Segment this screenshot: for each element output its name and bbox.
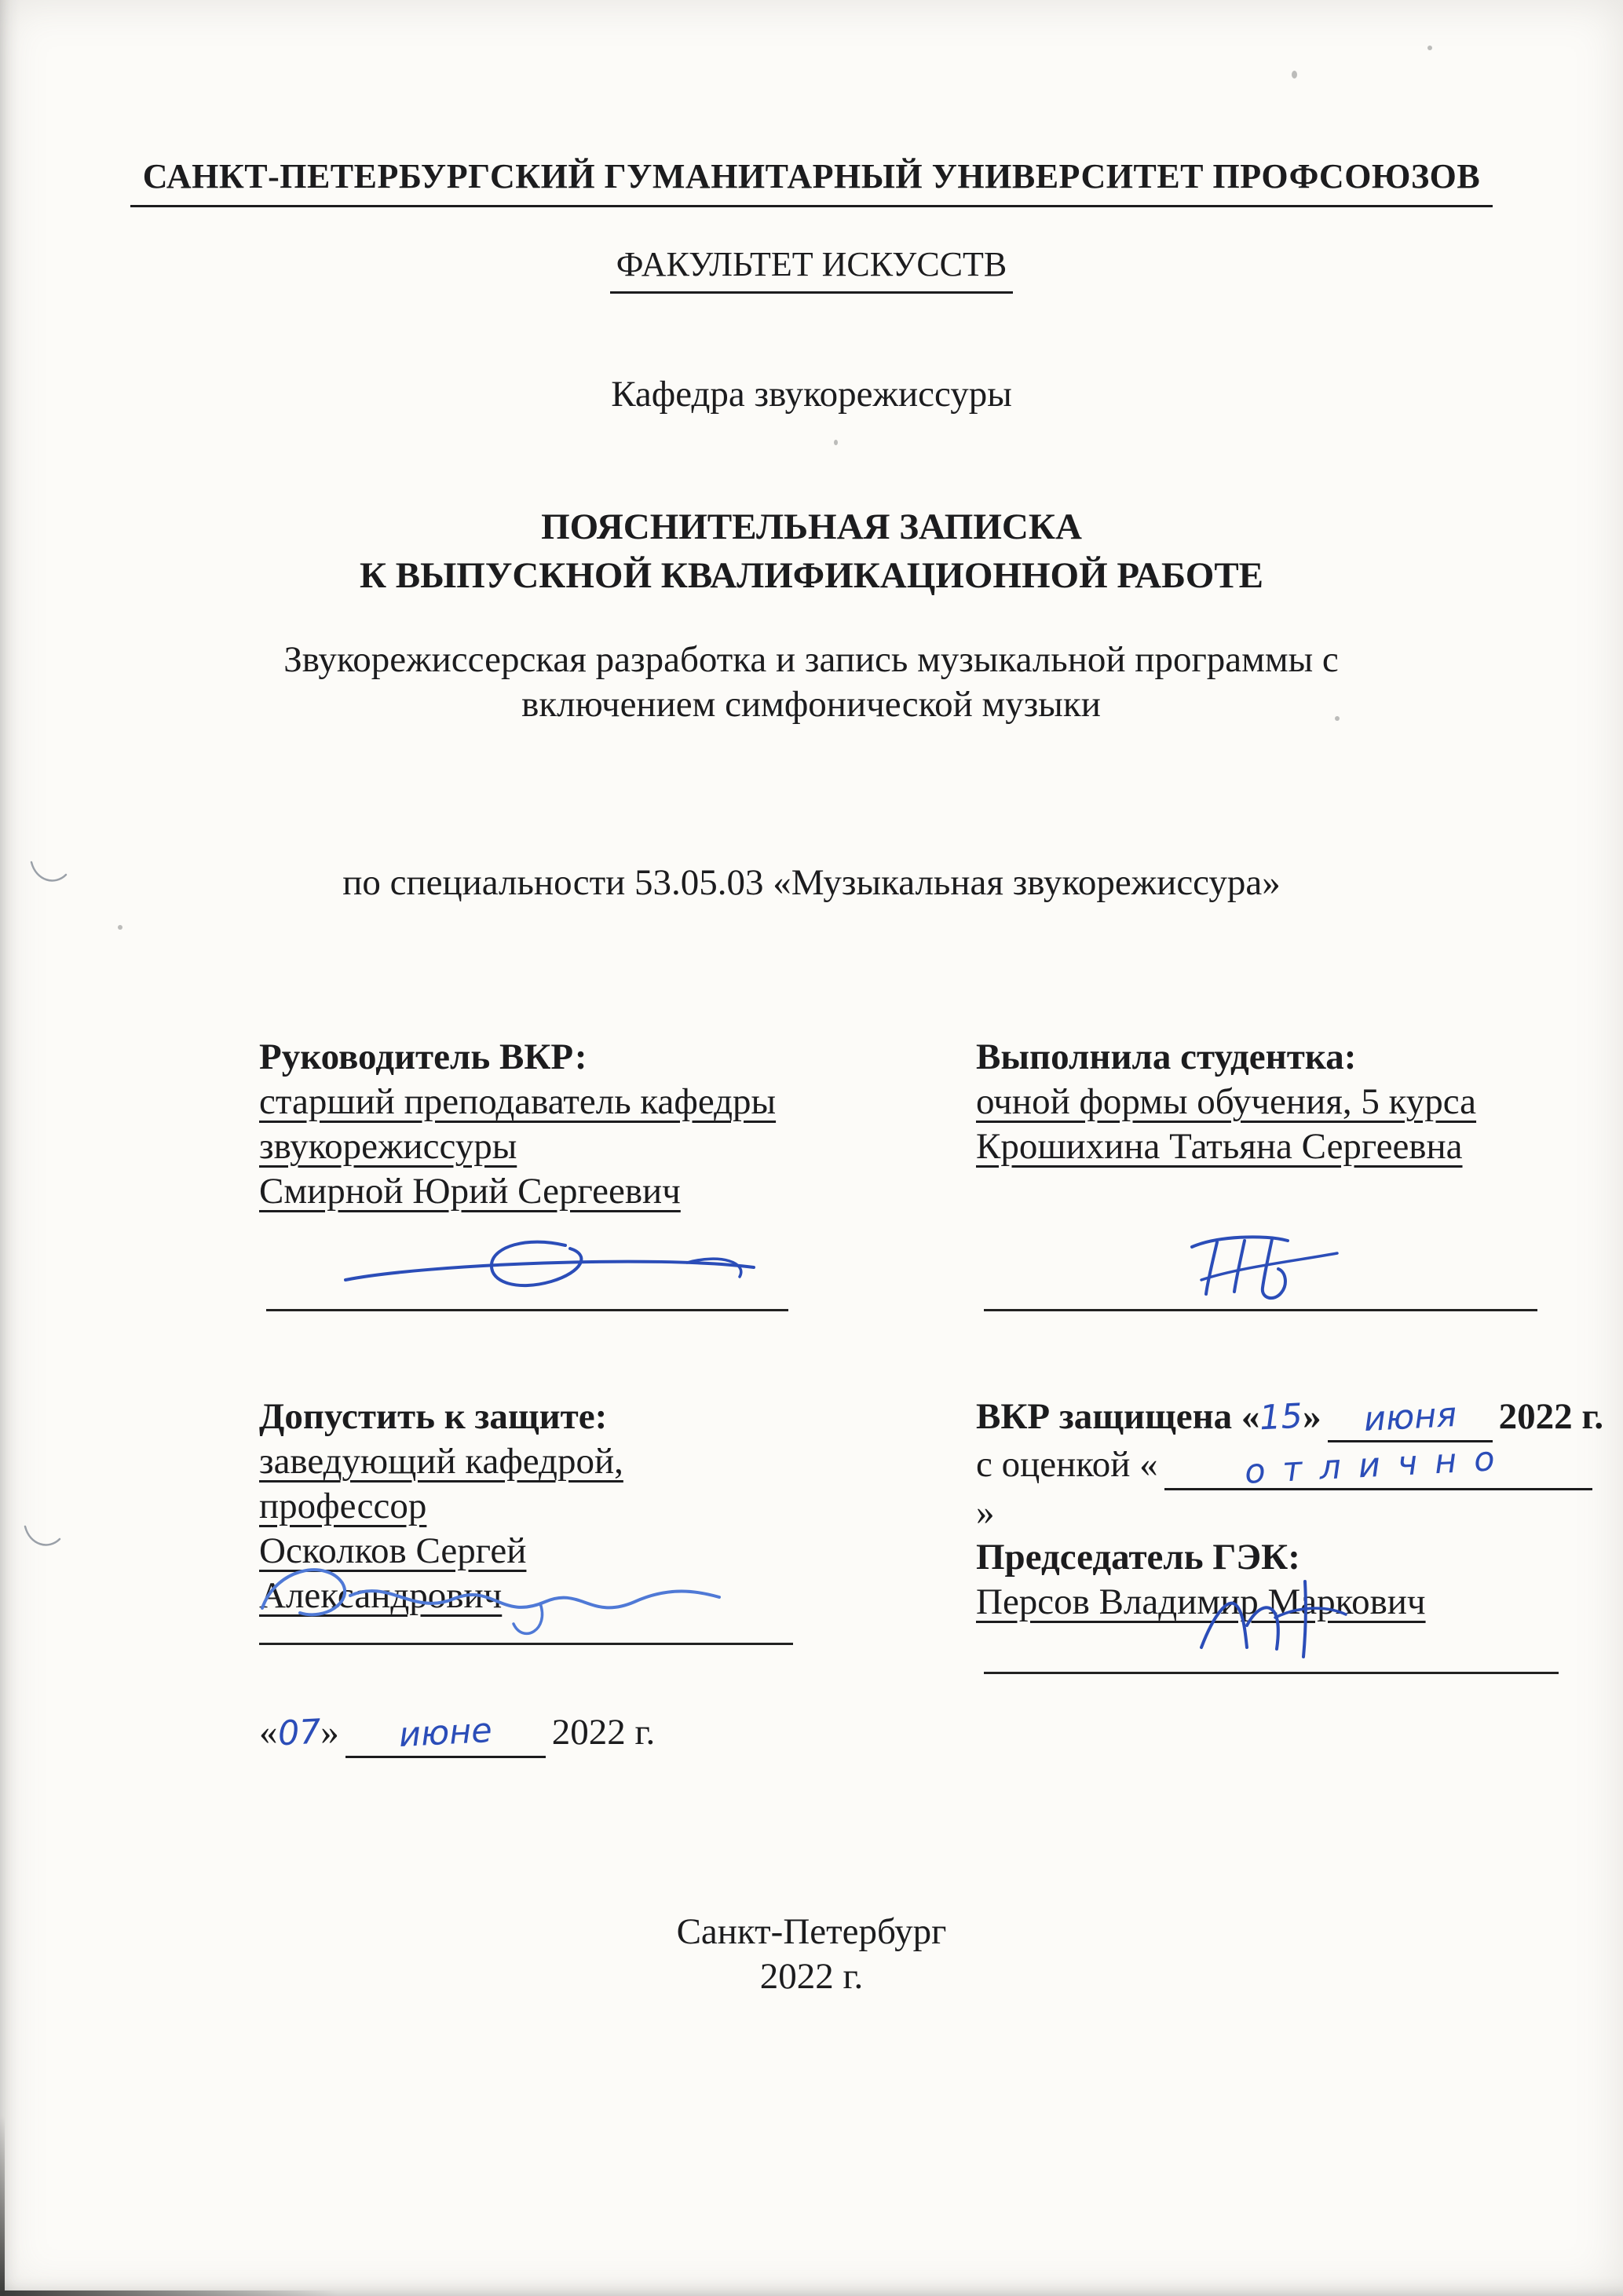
chairman-label: Председатель ГЭК: [976,1537,1300,1578]
scan-artifact-curve [28,857,71,890]
scan-speck [118,925,122,930]
chairman-name: Персов Владимир Маркович [976,1581,1426,1622]
supervisor-position: старший преподаватель кафедры звукорежиссуры [259,1081,777,1167]
scan-speck [1292,71,1297,79]
admission-label: Допустить к защите: [259,1396,608,1437]
scan-speck [1335,716,1340,721]
grade-suffix: » [976,1492,995,1533]
student-label: Выполнила студентка: [976,1036,1357,1077]
defense-year: 2022 г. [1498,1396,1604,1437]
grade-prefix: с оценкой « [976,1444,1158,1485]
student-name: Крошихина Татьяна Сергеевна [976,1126,1463,1167]
admission-name: Осколков Сергей Александрович [259,1530,527,1616]
supervisor-label: Руководитель ВКР: [259,1036,587,1077]
specialty-line: по специальности 53.05.03 «Музыкальная звукорежиссура» [342,862,1281,903]
student-block [976,1035,1573,1169]
university-name: САНКТ-ПЕТЕРБУРГСКИЙ ГУМАНИТАРНЫЙ УНИВЕРСИТЕТ ПРОФСОЮЗОВ [130,154,1493,207]
date-day-handwritten: 07 [276,1712,322,1754]
supervisor-name: Смирной Юрий Сергеевич [259,1171,681,1212]
defense-quote-close: » [1303,1396,1321,1437]
scan-speck [1427,46,1432,50]
date-month-handwritten: июне [397,1710,493,1756]
defense-day-handwritten: 15 [1259,1396,1304,1439]
chairman-signature [1178,1570,1413,1669]
scan-speck [834,440,838,445]
defense-date-line [976,1395,1612,1442]
student-details: очной формы обучения, 5 курса [976,1081,1477,1122]
grade-fill-line [1164,1439,1592,1492]
university-header [0,154,1623,207]
footer [0,1910,1623,1999]
grade-handwritten: отлично [1243,1439,1513,1492]
supervisor-signature-line [266,1309,788,1311]
scan-artifact-curve [22,1522,64,1555]
date-quote-close: » [320,1712,339,1753]
doc-title-line1: ПОЯСНИТЕЛЬНАЯ ЗАПИСКА [541,506,1082,547]
chairman-signature-line [984,1672,1559,1674]
defense-month-line [1328,1395,1493,1442]
admission-signature-line [259,1643,793,1645]
admission-signature [236,1541,754,1654]
student-signature [1168,1219,1373,1309]
student-signature-line [984,1309,1537,1311]
admission-position: заведующий кафедрой, профессор [259,1441,623,1526]
footer-city: Санкт-Петербург [676,1911,947,1952]
defense-month-handwritten: июня [1362,1395,1457,1440]
date-year: 2022 г. [551,1712,656,1753]
faculty-name: ФАКУЛЬТЕТ ИСКУССТВ [610,242,1014,294]
grade-line [976,1439,1612,1535]
footer-year: 2022 г. [759,1956,864,1997]
date-quote-open: « [259,1712,278,1753]
supervisor-signature [330,1231,769,1310]
work-title: Звукорежиссерская разработка и запись музыкальной программы с включением симфонической музыки [283,639,1339,725]
doc-title-line2: К ВЫПУСКНОЙ КВАЛИФИКАЦИОННОЙ РАБОТЕ [359,555,1264,596]
scan-edge-bottom [0,2291,338,2296]
supervisor-block [259,1035,801,1214]
faculty-header [0,242,1623,294]
doc-title [0,503,1623,600]
date-month-line [345,1710,546,1758]
defense-prefix: ВКР защищена « [976,1396,1260,1437]
admission-date-line [259,1710,655,1758]
department-name: Кафедра звукорежиссуры [611,374,1012,415]
scan-edge-left [0,2115,5,2296]
